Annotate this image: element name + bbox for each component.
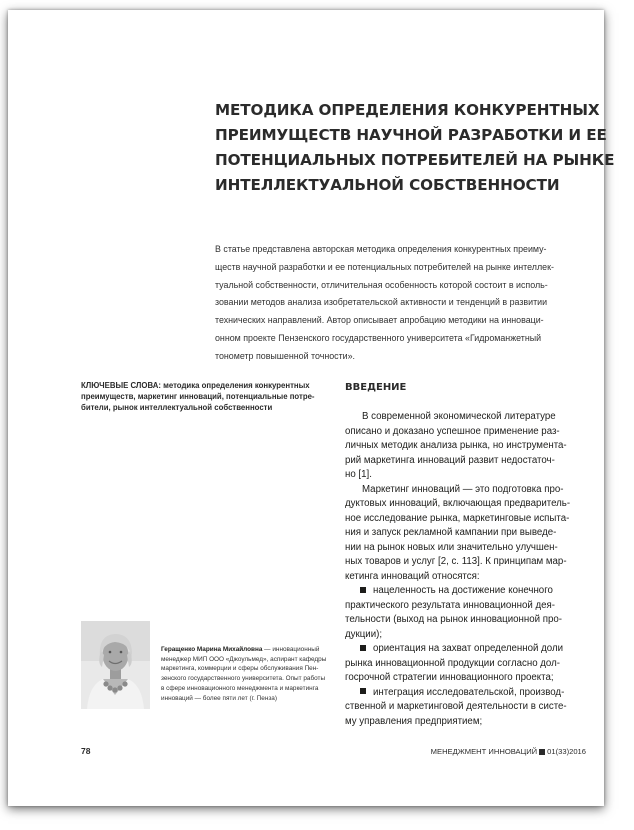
body-line: ния и запуск рекламной кампании при выведе- <box>345 527 557 538</box>
author-bio-line: маркетинга, коммерции и сферы обслуживания Пен- <box>161 665 319 673</box>
body-line: практического результата инновационной дея- <box>345 599 555 611</box>
abstract-line: туальной собственности, отличительная особенность которой состоит в исполь- <box>215 279 548 290</box>
keywords-line: КЛЮЧЕВЫЕ СЛОВА: методика определения конкурентных <box>81 381 310 390</box>
body-line: описано и доказано успешное применение раз- <box>345 425 560 437</box>
journal-issue: 01(33)2016 <box>547 747 586 756</box>
body-line: дукции); <box>345 628 383 640</box>
abstract-line: тонометр повышенной точности». <box>215 350 356 361</box>
keywords <box>81 380 329 413</box>
abstract-line: технических направлений. Автор описывает апробацию методики на инноваци- <box>215 315 544 326</box>
bullet-list-line: ориентация на захват определенной доли <box>345 642 595 657</box>
bullet-list-line: интеграция исследовательской, производ- <box>345 686 595 701</box>
body-line: ственной и маркетинговой деятельности в систе- <box>345 701 567 712</box>
bullet-list-line: нацеленность на достижение конечного <box>345 584 595 599</box>
body-text <box>345 410 595 729</box>
author-bio-line: в сфере инновационного менеджмента и маркетинга <box>161 684 319 692</box>
body-line: Маркетинг инноваций — это подготовка про- <box>362 483 564 495</box>
bullet-square-icon <box>360 688 366 694</box>
title-line: ПРЕИМУЩЕСТВ НАУЧНОЙ РАЗРАБОТКИ И ЕЕ <box>215 126 607 144</box>
author-portrait-image <box>81 621 150 709</box>
bullet-square-icon <box>360 645 366 651</box>
author-bio <box>161 645 331 703</box>
page-number: 78 <box>81 746 91 756</box>
abstract-line: зовании методов анализа изобретательской активности и тенденций в развитии <box>215 297 548 308</box>
square-separator-icon <box>539 749 545 755</box>
author-bio-line: зенского государственного университета. Опыт работы <box>161 675 326 683</box>
title-line: ПОТЕНЦИАЛЬНЫХ ПОТРЕБИТЕЛЕЙ НА РЫНКЕ <box>215 151 615 169</box>
article-title <box>215 98 615 198</box>
body-line: рынка инновационной продукции согласно дол- <box>345 657 560 669</box>
body-line: нии на рынок новых или значительно улучшен- <box>345 541 558 553</box>
abstract-line: онном проекте Пензенского государственного университета «Гидроманжетный <box>215 332 542 343</box>
keywords-line: преимуществ, маркетинг инноваций, потенциальные потре- <box>81 392 315 401</box>
journal-page <box>8 10 615 806</box>
abstract-line: ществ научной разработки и ее потенциальных потребителей на рынке интеллек- <box>215 261 554 272</box>
abstract <box>215 241 595 366</box>
author-bio-line: менеджер МИП ООО «Джоульмед», аспирант кафедры <box>161 655 327 663</box>
body-line: В современной экономической литературе <box>362 411 556 422</box>
title-line: МЕТОДИКА ОПРЕДЕЛЕНИЯ КОНКУРЕНТНЫХ <box>215 101 600 119</box>
author-name: Геращенко Марина Михайловна <box>161 646 263 653</box>
title-line: ИНТЕЛЛЕКТУАЛЬНОЙ СОБСТВЕННОСТИ <box>215 176 560 194</box>
author-photo <box>81 621 150 709</box>
keywords-line: бители, рынок интеллектуальной собственности <box>81 403 273 412</box>
body-line: му управления предприятием; <box>345 715 483 727</box>
body-line: кетинга инноваций относятся: <box>345 570 480 582</box>
body-line: дуктовых инноваций, включающая предваритель- <box>345 498 571 509</box>
section-heading: ВВЕДЕНИЕ <box>345 382 407 393</box>
journal-footer <box>431 747 586 756</box>
body-line: личных методик анализа рынка, но инструмента- <box>345 440 567 451</box>
body-line: госрочной стратегии инновационного проекта; <box>345 672 554 683</box>
body-line: но [1]. <box>345 469 372 480</box>
body-line: тельности (выход на рынок инновационной про- <box>345 614 562 625</box>
journal-name: МЕНЕДЖМЕНТ ИННОВАЦИЙ <box>430 747 538 756</box>
body-line: рий маркетинга инноваций развит недостаточ- <box>345 454 555 466</box>
bullet-square-icon <box>360 587 366 593</box>
author-bio-line: Геращенко Марина Михайловна — инновационный <box>161 646 320 653</box>
body-line: ное исследование рынка, маркетинговые испыта- <box>345 512 570 524</box>
body-line: ных товаров и услуг [2, с. 113]. К принципам мар- <box>345 556 567 567</box>
author-bio-line: инноваций — более пяти лет (г. Пенза) <box>161 694 277 702</box>
abstract-line: В статье представлена авторская методика определения конкурентных преиму- <box>215 244 547 254</box>
